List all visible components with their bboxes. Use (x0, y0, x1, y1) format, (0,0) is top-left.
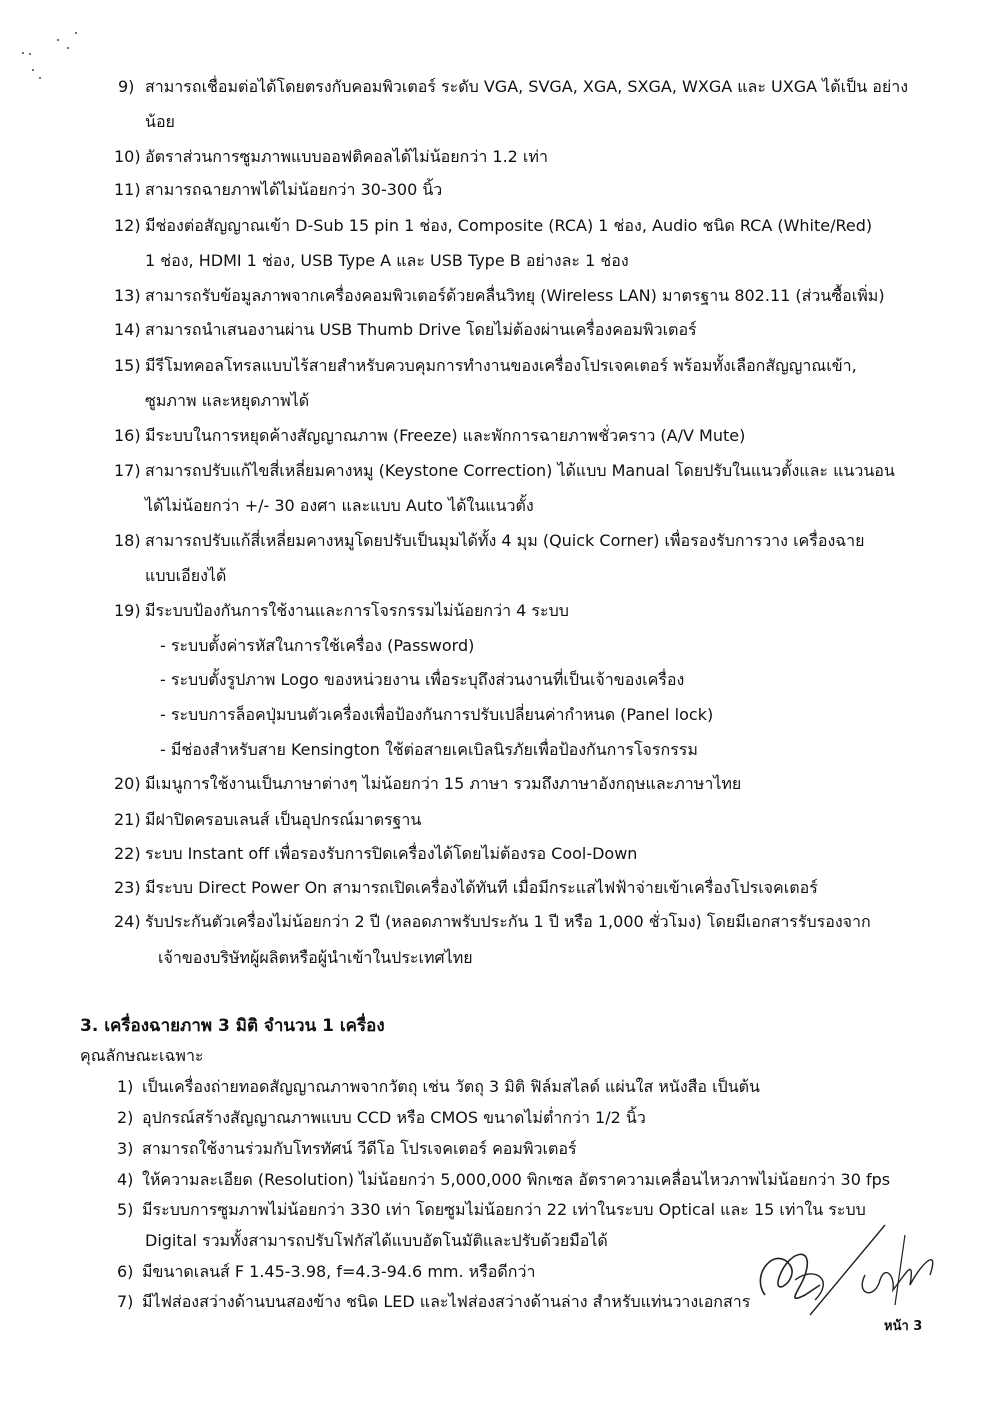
item-number: 17) (114, 461, 141, 480)
item-number: 15) (114, 356, 141, 375)
list-item-text: สามารถปรับแก้สี่เหลี่ยมคางหมูโดยปรับเป็นมุมได้ทั้ง 4 มุม (Quick Corner) เพื่อรองรับการวาง เครื่องฉาย (145, 531, 865, 550)
item-number: 19) (114, 601, 141, 620)
item-number: 22) (114, 844, 141, 863)
list-item-text: มีฝาปิดครอบเลนส์ เป็นอุปกรณ์มาตรฐาน (145, 810, 422, 829)
list-item-text: มีช่องต่อสัญญาณเข้า D-Sub 15 pin 1 ช่อง, Composite (RCA) 1 ช่อง, Audio ชนิด RCA (White/Red) (145, 216, 873, 235)
handwritten-signature (745, 1205, 945, 1325)
item-number: 5) (117, 1200, 134, 1219)
page-number: หน้า 3 (884, 1319, 923, 1334)
list-item-text: เป็นเครื่องถ่ายทอดสัญญาณภาพจากวัตถุ เช่น วัตถุ 3 มิติ ฟิล์มสไลด์ แผ่นใส หนังสือ เป็นต้น (142, 1077, 760, 1096)
sub-item-text: - ระบบการล็อคปุ่มบนตัวเครื่องเพื่อป้องกันการปรับเปลี่ยนค่ากำหนด (Panel lock) (160, 705, 714, 724)
list-item-text: มีระบบการซูมภาพไม่น้อยกว่า 330 เท่า โดยซูมไม่น้อยกว่า 22 เท่าในระบบ Optical และ 15 เท่าใน ระบบ (142, 1200, 866, 1219)
list-item-text: สามารถฉายภาพได้ไม่น้อยกว่า 30-300 นิ้ว (145, 180, 443, 199)
item-number: 10) (114, 147, 141, 166)
list-item-text: สามารถใช้งานร่วมกับโทรทัศน์ วีดีโอ โปรเจคเตอร์ คอมพิวเตอร์ (142, 1139, 577, 1158)
sub-item-text: - ระบบตั้งรูปภาพ Logo ของหน่วยงาน เพื่อระบุถึงส่วนงานที่เป็นเจ้าของเครื่อง (160, 670, 685, 689)
list-item-text: มีระบบในการหยุดค้างสัญญาณภาพ (Freeze) และพักการฉายภาพชั่วคราว (A/V Mute) (145, 426, 746, 445)
list-item-text: มีระบบ Direct Power On สามารถเปิดเครื่องได้ทันที เมื่อมีกระแสไฟฟ้าจ่ายเข้าเครื่องโปรเจคเตอร์ (145, 878, 818, 897)
section-subheading: คุณลักษณะเฉพาะ (80, 1046, 204, 1065)
list-item-continuation: ซูมภาพ และหยุดภาพได้ (145, 391, 310, 410)
list-item-text: สามารถปรับแก้ไขสี่เหลี่ยมคางหมู (Keystone Correction) ได้แบบ Manual โดยปรับในแนวตั้งและ แนวนอน (145, 461, 895, 480)
list-item-continuation: 1 ช่อง, HDMI 1 ช่อง, USB Type A และ USB Type B อย่างละ 1 ช่อง (145, 251, 629, 270)
list-item-text: มีระบบป้องกันการใช้งานและการโจรกรรมไม่น้อยกว่า 4 ระบบ (145, 601, 569, 620)
item-number: 4) (117, 1170, 134, 1189)
item-number: 21) (114, 810, 141, 829)
item-number: 14) (114, 320, 141, 339)
item-number: 6) (117, 1262, 134, 1281)
list-item-text: รับประกันตัวเครื่องไม่น้อยกว่า 2 ปี (หลอดภาพรับประกัน 1 ปี หรือ 1,000 ชั่วโมง) โดยมีเอกสารรับรองจาก (145, 912, 871, 931)
item-number: 11) (114, 180, 141, 199)
item-number: 9) (118, 77, 135, 96)
list-item-text: ระบบ Instant off เพื่อรองรับการปิดเครื่องได้โดยไม่ต้องรอ Cool-Down (145, 844, 638, 863)
item-number: 16) (114, 426, 141, 445)
list-item-text: อัตราส่วนการซูมภาพแบบออฟติคอลได้ไม่น้อยกว่า 1.2 เท่า (145, 147, 548, 166)
list-item-text: มีเมนูการใช้งานเป็นภาษาต่างๆ ไม่น้อยกว่า 15 ภาษา รวมถึงภาษาอังกฤษและภาษาไทย (145, 774, 742, 793)
list-item-continuation: แบบเอียงได้ (145, 566, 227, 585)
list-item-text: อุปกรณ์สร้างสัญญาณภาพแบบ CCD หรือ CMOS ขนาดไม่ต่ำกว่า 1/2 นิ้ว (142, 1108, 646, 1127)
item-number: 20) (114, 774, 141, 793)
list-item-text: ให้ความละเอียด (Resolution) ไม่น้อยกว่า 5,000,000 พิกเซล อัตราความเคลื่อนไหวภาพไม่น้อยกว่า 30 fps (142, 1170, 891, 1189)
list-item-text: มีรีโมทคอลโทรลแบบไร้สายสำหรับควบคุมการทำงานของเครื่องโปรเจคเตอร์ พร้อมทั้งเลือกสัญญาณเข้า, (145, 356, 857, 375)
item-number: 23) (114, 878, 141, 897)
list-item-text: มีขนาดเลนส์ F 1.45-3.98, f=4.3-94.6 mm. หรือดีกว่า (142, 1262, 536, 1281)
list-item-text: สามารถเชื่อมต่อได้โดยตรงกับคอมพิวเตอร์ ระดับ VGA, SVGA, XGA, SXGA, WXGA และ UXGA ได้เป็น อย่าง (145, 77, 909, 96)
list-item-continuation: เจ้าของบริษัทผู้ผลิตหรือผู้นำเข้าในประเทศไทย (158, 948, 473, 967)
list-item-text: สามารถนำเสนองานผ่าน USB Thumb Drive โดยไม่ต้องผ่านเครื่องคอมพิวเตอร์ (145, 320, 697, 339)
list-item-continuation: ได้ไม่น้อยกว่า +/- 30 องศา และแบบ Auto ได้ในแนวตั้ง (145, 496, 534, 515)
section-heading: 3. เครื่องฉายภาพ 3 มิติ จำนวน 1 เครื่อง (80, 1016, 385, 1036)
sub-item-text: - มีช่องสำหรับสาย Kensington ใช้ต่อสายเคเบิลนิรภัยเพื่อป้องกันการโจรกรรม (160, 740, 698, 759)
list-item-continuation: Digital รวมทั้งสามารถปรับโฟกัสได้แบบอัตโนมัติและปรับด้วยมือได้ (145, 1231, 608, 1250)
item-number: 3) (117, 1139, 134, 1158)
item-number: 18) (114, 531, 141, 550)
list-item-continuation: น้อย (145, 112, 175, 131)
list-item-text: สามารถรับข้อมูลภาพจากเครื่องคอมพิวเตอร์ด้วยคลื่นวิทยุ (Wireless LAN) มาตรฐาน 802.11 (ส่วนซื้อเพิ่ม) (145, 286, 885, 305)
list-item-text: มีไฟส่องสว่างด้านบนสองข้าง ชนิด LED และไฟส่องสว่างด้านล่าง สำหรับแท่นวางเอกสาร (142, 1292, 751, 1311)
item-number: 2) (117, 1108, 134, 1127)
sub-item-text: - ระบบตั้งค่ารหัสในการใช้เครื่อง (Password) (160, 636, 475, 655)
item-number: 1) (117, 1077, 134, 1096)
item-number: 13) (114, 286, 141, 305)
item-number: 12) (114, 216, 141, 235)
scan-specks (18, 28, 88, 88)
item-number: 24) (114, 912, 141, 931)
item-number: 7) (117, 1292, 134, 1311)
